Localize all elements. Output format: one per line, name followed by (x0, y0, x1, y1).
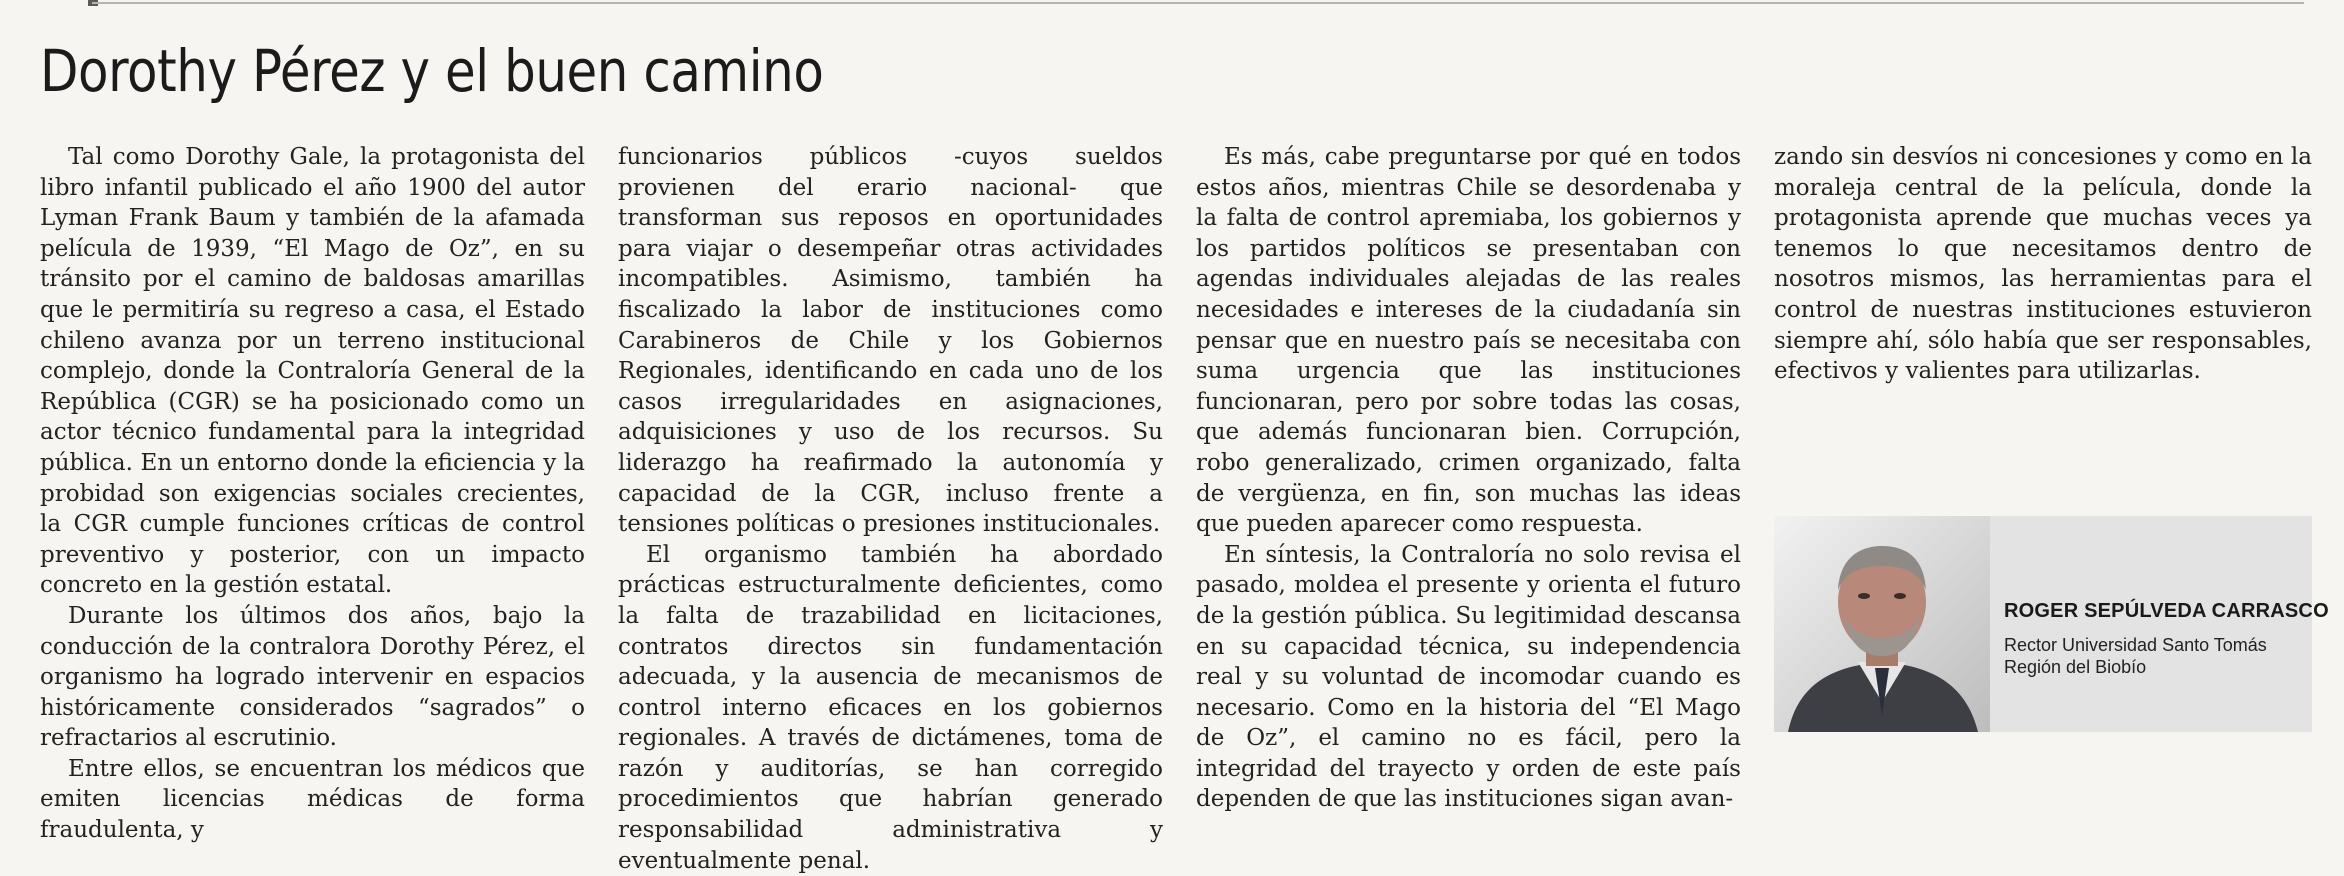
paragraph: Tal como Dorothy Gale, la protagonista del libro infantil publicado el año 1900 del autor Lyman Frank Baum y también de la afamada película de 1939, “El Mago de Oz”, en su tránsito por el camino de baldosas amarillas que le permitiría su regreso a casa, el Estado chileno avanza por un terreno institucional complejo, donde la Contraloría General de la República (CGR) se ha posicionado como un actor técnico fundamental para la integridad pública. En un entorno donde la eficiencia y la probidad son exigencias sociales crecientes, la CGR cumple funciones críticas de control preventivo y posterior, con un impacto concreto en la gestión estatal. (40, 144, 585, 599)
divider (92, 2, 2304, 4)
paragraph: El organismo también ha abordado prácticas estructuralmente deficientes, como la falta de trazabilidad en licitaciones, contratos directos sin fundamentación adecuada, y la ausencia de mecanismos de control interno eficaces en los gobiernos regionales. A través de dictámenes, toma de razón y auditorías, se han corregido procedimientos que habrían generado responsabilidad administrativa y eventualmente penal. (618, 541, 1163, 874)
paragraph: Es más, cabe preguntarse por qué en todos estos años, mientras Chile se desordenaba y la falta de control apremiaba, los gobiernos y los partidos políticos se presentaban con agendas individuales alejadas de las reales necesidades e intereses de la ciudadanía sin pensar que en nuestro país se necesitaba con suma urgencia que las instituciones funcionaran, pero por sobre todas las cosas, que además funcionaran bien. Corrupción, robo generalizado, crimen organizado, falta de vergüenza, en fin, son muchas las ideas que pueden aparecer como respuesta. (1196, 144, 1741, 538)
paragraph: funcionarios públicos -cuyos sueldos provienen del erario nacional- que transforman sus reposos en oportunidades para viajar o desempeñar otras actividades incompatibles. Asimismo, también ha fiscalizado la labor de instituciones como Carabineros de Chile y los Gobiernos Regionales, identificando en cada uno de los casos irregularidades en asignaciones, adquisiciones y uso de los recursos. Su liderazgo ha reafirmado la autonomía y capacidad de la CGR, incluso frente a tensiones políticas o presiones institucionales. (618, 144, 1163, 538)
paragraph: Entre ellos, se encuentran los médicos que emiten licencias médicas de forma fraudulenta, y (40, 755, 585, 844)
paragraph: zando sin desvíos ni concesiones y como en la moraleja central de la película, donde la protagonista aprende que muchas veces ya tenemos lo que necesitamos dentro de nosotros mismos, las herramientas para el control de nuestras instituciones estuvieron siempre ahí, sólo había que ser responsables, efectivos y valientes para utilizarlas. (1774, 144, 2312, 385)
article-column-3 (1196, 142, 1741, 813)
paragraph: Durante los últimos dos años, bajo la conducción de la contralora Dorothy Pérez, el organismo ha logrado intervenir en espacios históricamente considerados “sagrados” o refractarios al escrutinio. (40, 602, 585, 752)
author-box (1774, 516, 2329, 732)
article-title: Dorothy Pérez y el buen camino (40, 37, 824, 105)
author-location: Región del Biobío (2004, 657, 2147, 677)
author-role: Rector Universidad Santo Tomás (2004, 635, 2267, 655)
paragraph: En síntesis, la Contraloría no solo revisa el pasado, moldea el presente y orienta el futuro de la gestión pública. Su legitimidad descansa en su capacidad técnica, su independencia real y su voluntad de incomodar cuando es necesario. Como en la historia del “El Mago de Oz”, el camino no es fácil, pero la integridad del trayecto y orden de este país dependen de que las instituciones sigan avan- (1196, 541, 1741, 813)
author-name: ROGER SEPÚLVEDA CARRASCO (2004, 600, 2329, 622)
author-portrait-icon (1774, 516, 1990, 732)
article-column-2 (618, 142, 1163, 874)
article-column-4 (1774, 142, 2312, 385)
article-column-1 (40, 142, 585, 844)
top-rule (0, 0, 2344, 6)
